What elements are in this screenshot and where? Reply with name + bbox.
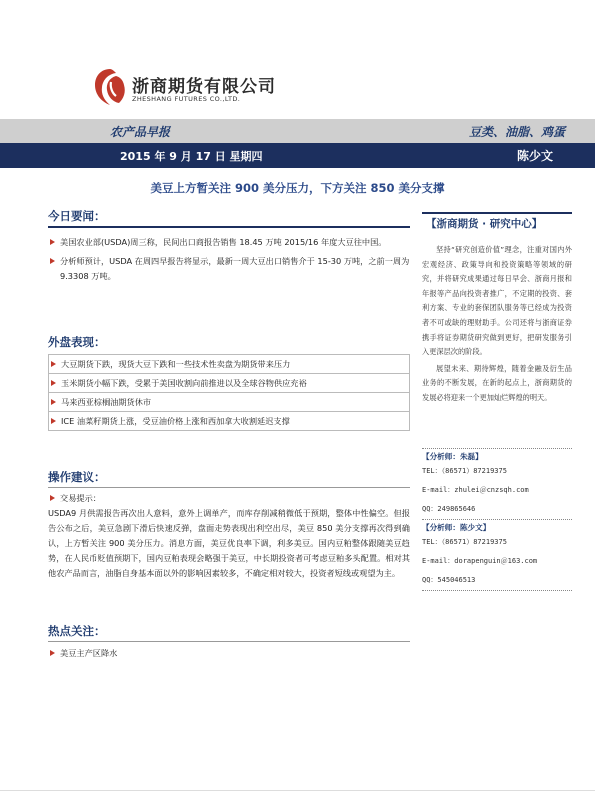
hot-section-title: 热点关注： bbox=[48, 624, 106, 638]
company-name-cn: 浙商期货有限公司 bbox=[132, 77, 276, 97]
analyst-tel: TEL：（86571）87219375 bbox=[422, 466, 507, 475]
hot-item: 美豆主产区降水 bbox=[48, 646, 410, 661]
outer-item: 马来西亚棕榈油期货休市 bbox=[48, 393, 410, 412]
analyst-email: E-mail：dorapenguin＠163.com bbox=[422, 556, 538, 565]
analyst-email: E-mail：zhulei＠cnzsqh.com bbox=[422, 485, 529, 494]
news-divider bbox=[48, 226, 410, 228]
analyst-name: 【分析师：陈少文】 bbox=[422, 522, 491, 532]
advice-text: USDA9 月供需报告再次出人意料，意外上调单产，而库存削减稍微低于预期，整体中性偏空。但报告公布之后，美豆急剧下滑后快速反弹，盘面走势表现出利空出尽，美豆 850 美分支撑再次得到确认，上方暂关注 900 美分压力。消息方面，美豆优良率下调，利多美豆。国内豆粕整体跟随美豆趋势，在人民币贬值预期下，国内豆粕表现会略强于美豆，中长期投资者可考虑豆粕多头配置。相对其他农产品而言，油脂自身基本面以外的影响因素较多，不确定相对较大，投资者短线或观望为主。 bbox=[48, 508, 410, 578]
outer-item: ICE 油菜籽期货上涨，受豆油价格上涨和西加拿大收割延迟支撑 bbox=[48, 412, 410, 431]
advice-section-title: 操作建议： bbox=[48, 470, 106, 484]
date-band bbox=[0, 143, 595, 168]
main-column bbox=[48, 206, 410, 661]
sidebar-title: 【浙商期货 · 研究中心】 bbox=[422, 212, 572, 235]
news-item: 分析师预计，USDA 在周四早报告将显示，最新一周大豆出口销售介于 15-30 万吨，之前一周为 9.3308 万吨。 bbox=[48, 254, 410, 284]
report-band bbox=[0, 119, 595, 143]
advice-divider bbox=[48, 487, 410, 488]
analyst-card bbox=[422, 448, 572, 519]
sidebar-outlook: 展望未来、期待辉煌，随着金融及衍生品业务的不断发展，在新的起点上，浙商期货的发展必将迎来一个更加灿烂辉煌的明天。 bbox=[422, 363, 572, 402]
outer-section bbox=[48, 332, 410, 431]
headline: 美豆上方暂关注 900 美分压力，下方关注 850 美分支撑 bbox=[150, 181, 445, 195]
hot-divider bbox=[48, 641, 410, 642]
analyst-tel: TEL：（86571）87219375 bbox=[422, 537, 507, 546]
analyst-name: 【分析师：朱磊】 bbox=[422, 451, 483, 461]
sidebar-intro: 坚持“研究创造价值”理念，注重对国内外宏观经济、政策导向和投资策略等领域的研究，并将研究成果通过每日早会、浙商月报和年报等产品向投资者推广，不定期的投资、套利方案、专业的套保团队服务等已经成为投资者不可或缺的理财助手。公司还将与浙商证券携手将证券期货研究做到更好，把研发服务引入更深层次的阶段。 bbox=[422, 245, 572, 357]
analyst-qq: QQ：249865646 bbox=[422, 504, 476, 513]
trade-tip-label: 交易提示： bbox=[48, 491, 410, 506]
analyst-card bbox=[422, 519, 572, 591]
footer-rule bbox=[0, 790, 595, 791]
hot-section bbox=[48, 621, 410, 661]
sidebar bbox=[422, 212, 572, 591]
report-products: 豆类、油脂、鸡蛋 bbox=[468, 125, 565, 139]
outer-item: 玉米期货小幅下跌，受累于美国收割向前推进以及全球谷物供应充裕 bbox=[48, 374, 410, 393]
report-type: 农产品早报 bbox=[110, 125, 171, 139]
outer-item: 大豆期货下跌，现货大豆下跌和一些技术性卖盘为期货带来压力 bbox=[48, 355, 410, 374]
news-section bbox=[48, 206, 410, 284]
news-section-title: 今日要闻： bbox=[48, 209, 106, 223]
analyst-qq: QQ：545046513 bbox=[422, 575, 476, 584]
advice-section bbox=[48, 467, 410, 581]
outer-section-title: 外盘表现： bbox=[48, 335, 106, 349]
report-date: 2015 年 9 月 17 日 星期四 bbox=[120, 150, 263, 163]
company-name-en: ZHESHANG FUTURES CO.,LTD. bbox=[132, 95, 241, 103]
report-author: 陈少文 bbox=[516, 149, 553, 163]
news-item: 美国农业部(USDA)周三称，民间出口商报告销售 18.45 万吨 2015/16 年度大豆往中国。 bbox=[48, 235, 410, 250]
company-logo-icon bbox=[94, 68, 126, 106]
company-logo bbox=[94, 66, 294, 112]
